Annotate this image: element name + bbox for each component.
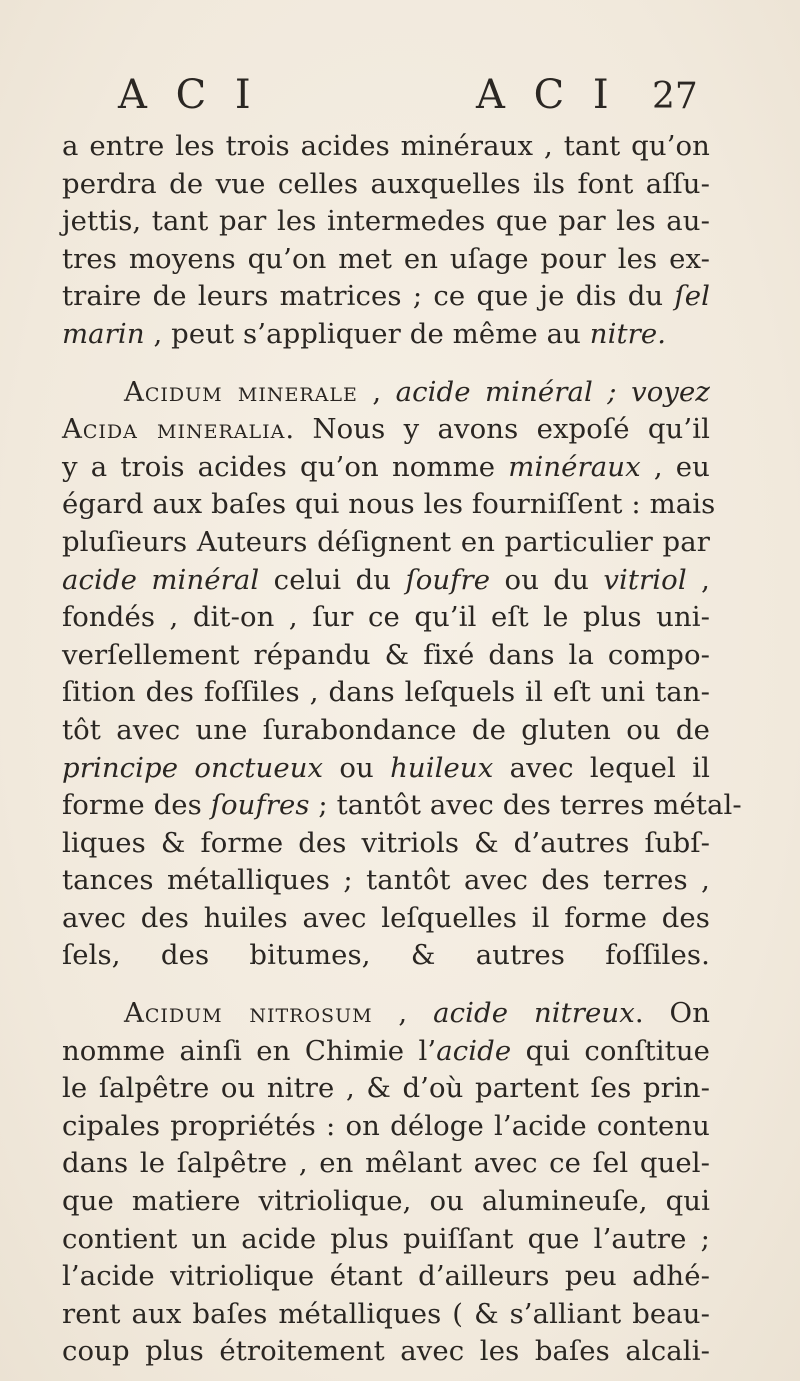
text-line: [62, 449, 710, 487]
text-line: tôt avec une ſurabondance de gluten ou de: [62, 713, 710, 746]
text-segment: ,: [372, 997, 434, 1030]
italic-term: minéraux: [508, 450, 641, 483]
italic-term: acide minéral: [62, 563, 260, 596]
text-line: liques & forme des vitriols & d’autres ſubſ-: [62, 826, 710, 859]
text-line: [62, 787, 742, 825]
italic-term: ſel: [674, 280, 711, 313]
text-line: [62, 411, 710, 449]
text-line: tances métalliques ; tantôt avec des terres ,: [62, 864, 710, 897]
text-line: [62, 374, 710, 412]
text-line: a entre les trois acides minéraux , tant qu’on: [62, 130, 710, 162]
entry-headword: Acidum minerale: [124, 375, 358, 408]
text-line: [62, 562, 710, 600]
text-segment: ou du: [490, 563, 604, 596]
text-line: coup plus étroitement avec les baſes alcali-: [62, 1335, 710, 1368]
text-line: pluſieurs Auteurs déſignent en particulier par: [62, 525, 710, 558]
italic-term: acide: [436, 1034, 512, 1067]
text-line: rent aux baſes métalliques ( & s’alliant beau-: [62, 1297, 710, 1330]
text-line: [62, 278, 710, 316]
italic-term: acide minéral ; voyez: [395, 375, 710, 408]
text-line: jettis, tant par les intermedes que par les au-: [62, 205, 710, 238]
text-line: contient un acide plus puiſſant que l’autre ;: [62, 1222, 710, 1255]
running-header: [118, 72, 698, 122]
text-line: le ſalpêtre ou nitre , & d’où partent ſes prin-: [62, 1072, 710, 1105]
text-line: cipales propriétés : on déloge l’acide contenu: [62, 1109, 710, 1142]
italic-term: vitriol: [603, 563, 687, 596]
text-line: fondés , dit-on , ſur ce qu’il eſt le plus uni-: [62, 601, 710, 634]
text-line: avec des huiles avec leſquelles il forme des: [62, 901, 710, 934]
text-line: dans le ſalpêtre , en mêlant avec ce ſel quel-: [62, 1147, 710, 1180]
text-segment: avec lequel il: [493, 751, 710, 784]
page-text: [62, 128, 742, 1371]
text-line: l’acide vitriolique étant d’ailleurs peu adhé-: [62, 1260, 710, 1293]
italic-term: ſoufres: [210, 789, 310, 822]
text-line: que matiere vitriolique, ou alumineuſe, qui: [62, 1185, 710, 1218]
text-segment: y a trois acides qu’on nomme: [62, 450, 509, 483]
text-line: [62, 316, 710, 354]
text-segment: , peut s’appliquer de même au: [144, 317, 590, 350]
text-line: verſellement répandu & fixé dans la compo-: [62, 638, 710, 671]
text-segment: . Nous y avons expoſé qu’il: [285, 413, 710, 446]
text-line: perdra de vue celles auxquelles ils font aſſu-: [62, 167, 710, 200]
text-segment: , eu: [640, 450, 710, 483]
italic-term: nitre.: [589, 317, 667, 350]
header-right: A C I: [476, 72, 617, 118]
text-segment: qui conſtitue: [511, 1034, 710, 1067]
text-line: [62, 995, 710, 1033]
italic-term: acide nitreux: [433, 997, 635, 1030]
text-segment: ,: [686, 563, 710, 596]
text-line: [62, 750, 710, 788]
italic-term: ſoufre: [405, 563, 491, 596]
text-segment: nomme ainſi en Chimie l’: [62, 1034, 437, 1067]
text-segment: celui du: [259, 563, 406, 596]
text-segment: ; tantôt avec des terres métal-: [309, 789, 742, 822]
page-number: 27: [652, 76, 698, 117]
text-segment: traire de leurs matrices ; ce que je dis du: [62, 280, 664, 313]
header-left: A C I: [118, 72, 259, 118]
text-line: ſition des foſſiles , dans leſquels il eſt uni tan-: [62, 676, 710, 709]
cross-reference: Acida mineralia: [62, 413, 286, 446]
text-line: [62, 1033, 710, 1071]
text-line: tres moyens qu’on met en uſage pour les ex-: [62, 242, 710, 275]
italic-term: marin: [62, 317, 145, 350]
text-segment: . On: [634, 997, 711, 1030]
text-line: ſels, des bitumes, & autres foſſiles.: [62, 939, 710, 972]
text-segment: ,: [357, 375, 396, 408]
entry-headword: Acidum nitrosum: [124, 997, 373, 1030]
text-line: égard aux baſes qui nous les fourniſſent : mais: [62, 488, 716, 521]
italic-term: principe onctueux: [62, 751, 324, 784]
text-segment: forme des: [62, 789, 211, 822]
italic-term: huileux: [390, 751, 494, 784]
text-segment: ou: [323, 751, 391, 784]
